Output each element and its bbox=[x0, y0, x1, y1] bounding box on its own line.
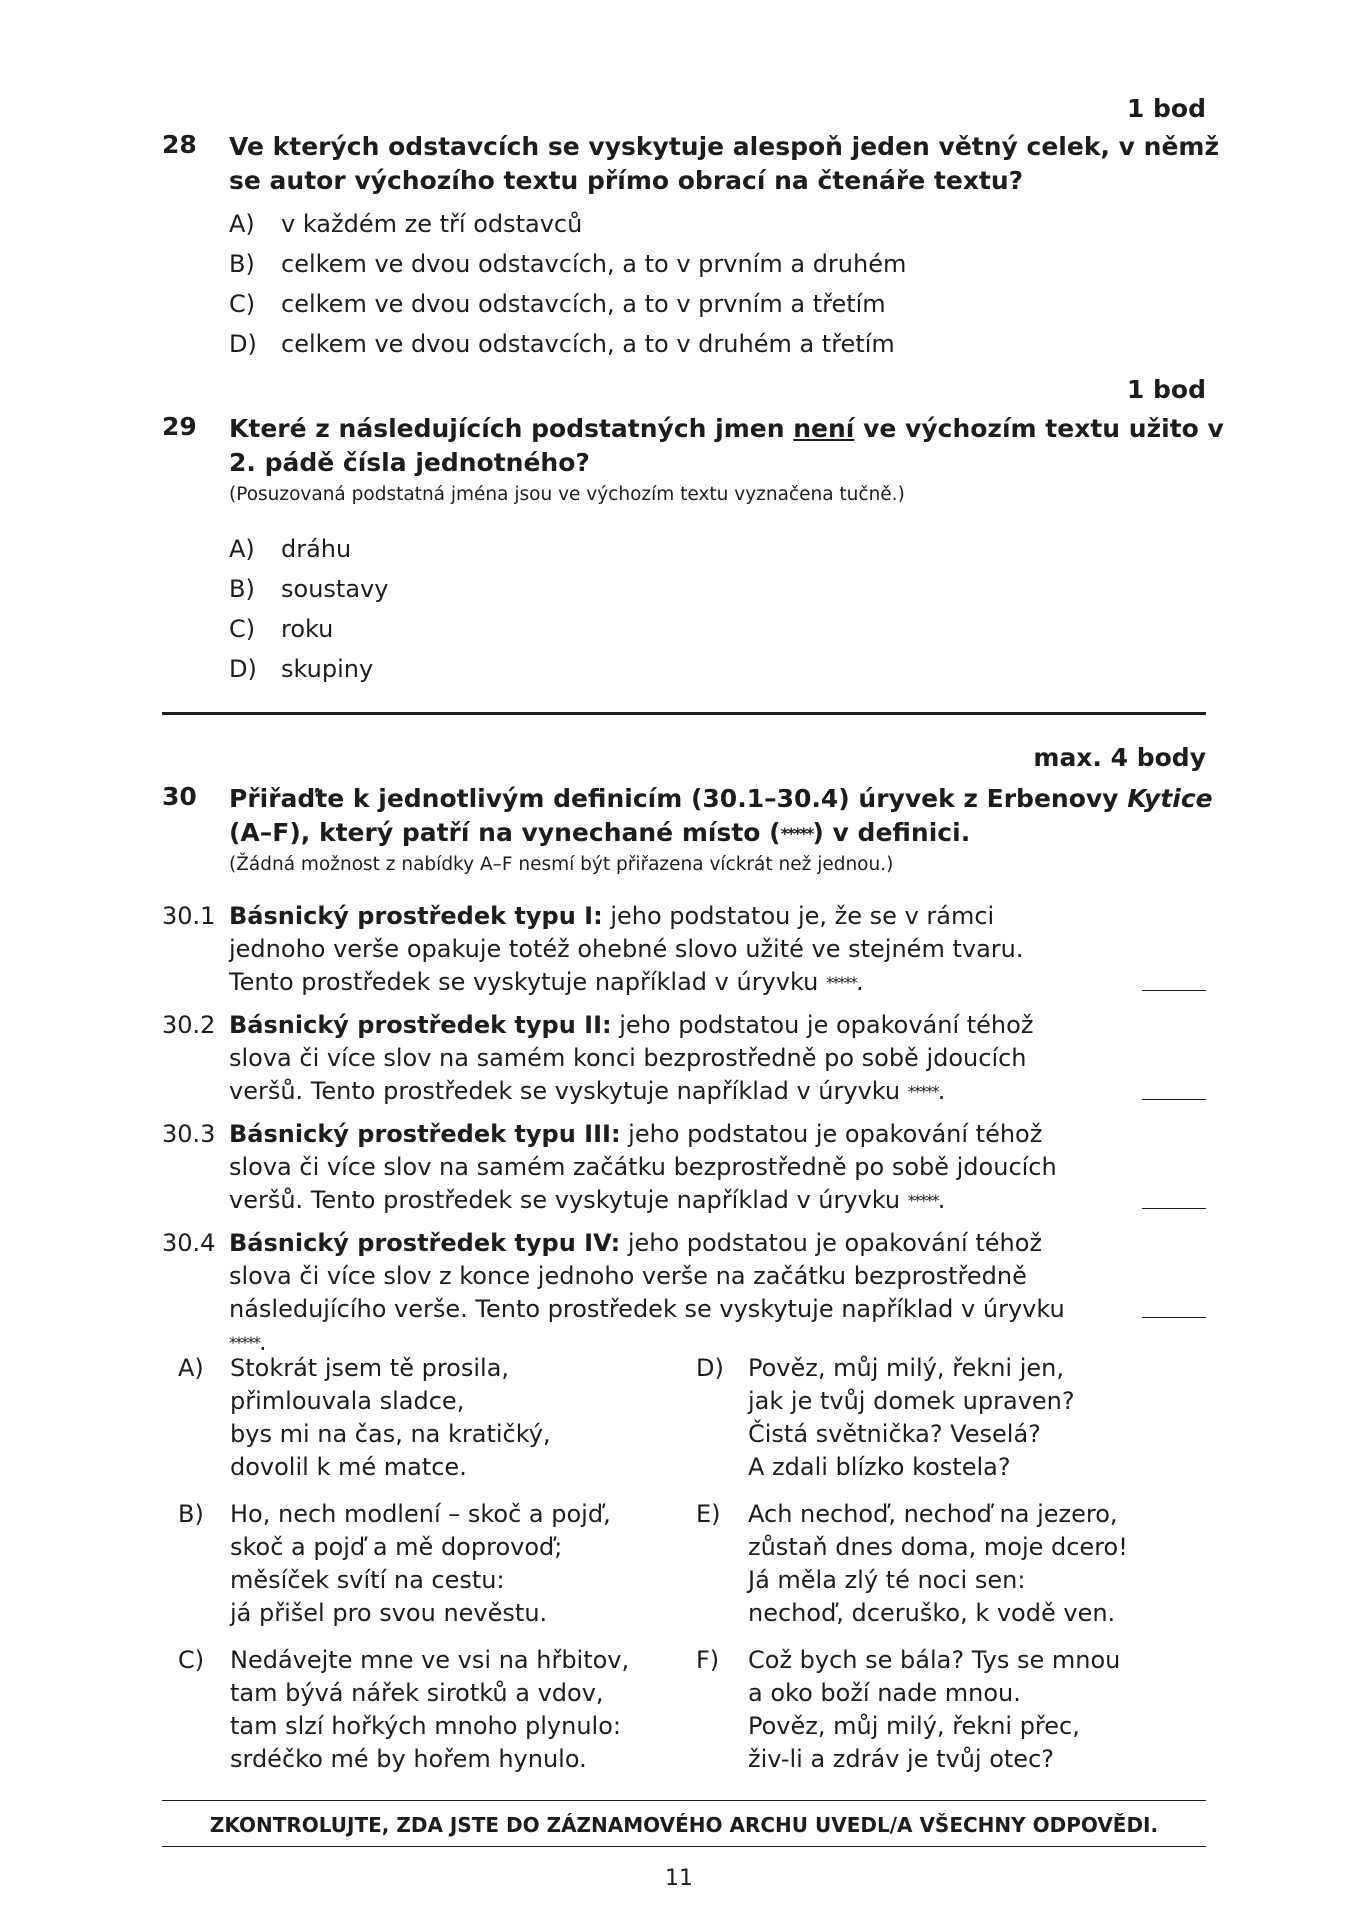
excerpt-letter: F) bbox=[696, 1646, 720, 1674]
option-text: celkem ve dvou odstavcích, a to v prvním a druhém bbox=[281, 250, 907, 278]
verse-line: skoč a pojď a mě doprovoď; bbox=[230, 1533, 563, 1561]
verse-line: Ach nechoď, nechoď na jezero, bbox=[748, 1500, 1118, 1528]
verse-line: jak je tvůj domek upraven? bbox=[748, 1387, 1075, 1415]
excerpt-letter: B) bbox=[178, 1500, 204, 1528]
option-letter: C) bbox=[229, 290, 256, 318]
sub-bold: Básnický prostředek typu IV: bbox=[229, 1229, 621, 1257]
verse-line: živ-li a zdráv je tvůj otec? bbox=[748, 1745, 1054, 1773]
q29-points: 1 bod bbox=[1126, 375, 1206, 404]
sub-text bbox=[229, 1227, 1089, 1359]
answer-blank-30-3[interactable] bbox=[1142, 1208, 1206, 1209]
sub-end: . bbox=[259, 1328, 267, 1356]
q30-number: 30 bbox=[162, 782, 197, 811]
q28-points: 1 bod bbox=[1126, 94, 1206, 123]
option-text: soustavy bbox=[281, 575, 389, 603]
sub-end: . bbox=[855, 968, 864, 996]
q28-option-c[interactable] bbox=[229, 287, 886, 321]
q29-question-part: Které z následujících podstatných jmen bbox=[229, 414, 794, 443]
verse-line: tam slzí hořkých mnoho plynulo: bbox=[230, 1712, 621, 1740]
q29-note: (Posuzovaná podstatná jména jsou ve výchozím textu vyznačena tučně.) bbox=[229, 484, 905, 505]
option-text: roku bbox=[281, 615, 334, 643]
sub-stars: ***** bbox=[907, 1082, 938, 1101]
q30-question-italic: Kytice bbox=[1127, 784, 1213, 813]
option-text: dráhu bbox=[281, 535, 352, 563]
q30-question-part: ) v definici. bbox=[812, 818, 971, 847]
verse-line: nechoď, dceruško, k vodě ven. bbox=[748, 1599, 1116, 1627]
verse-line: Čistá světnička? Veselá? bbox=[748, 1420, 1041, 1448]
section-divider bbox=[162, 712, 1206, 715]
verse-line: a oko boží nade mnou. bbox=[748, 1679, 1021, 1707]
excerpt-letter: E) bbox=[696, 1500, 721, 1528]
footer-rule-bottom bbox=[162, 1846, 1206, 1847]
option-letter: B) bbox=[229, 250, 255, 278]
verse-line: zůstaň dnes doma, moje dcero! bbox=[748, 1533, 1128, 1561]
verse-line: Což bych se bála? Tys se mnou bbox=[748, 1646, 1121, 1674]
verse-line: Já měla zlý té noci sen: bbox=[748, 1566, 1026, 1594]
sub-number: 30.1 bbox=[162, 902, 216, 930]
q30-question-part: (A–F), který patří na vynechané místo ( bbox=[229, 818, 781, 847]
option-letter: D) bbox=[229, 655, 257, 683]
q28-option-d[interactable] bbox=[229, 327, 895, 361]
sub-text bbox=[229, 900, 1089, 999]
sub-stars: ***** bbox=[229, 1333, 259, 1352]
excerpt-letter: D) bbox=[696, 1354, 724, 1382]
option-letter: C) bbox=[229, 615, 256, 643]
sub-body: jeho podstatou je, že se v rámci jednoho verše opakuje totéž ohebné slovo užité ve stejném tvaru. Tento prostředek se vyskytuje například v úryvku bbox=[229, 902, 1024, 996]
q30-question bbox=[229, 782, 1229, 851]
verse-line: Pověz, můj milý, řekni přec, bbox=[748, 1712, 1080, 1740]
q29-question bbox=[229, 412, 1229, 480]
q28-option-b[interactable] bbox=[229, 247, 906, 281]
option-text: v každém ze tří odstavců bbox=[281, 210, 583, 238]
q29-option-a[interactable] bbox=[229, 532, 351, 566]
verse-line: Pověz, můj milý, řekni jen, bbox=[748, 1354, 1064, 1382]
q29-question-part: ve výchozím textu užito v 2. pádě čísla jednotného? bbox=[229, 414, 1224, 477]
option-letter: D) bbox=[229, 330, 257, 358]
sub-end: . bbox=[937, 1186, 946, 1214]
q28-question: Ve kterých odstavcích se vyskytuje alespoň jeden větný celek, v němž se autor výchozího textu přímo obrací na čtenáře textu? bbox=[229, 132, 1220, 195]
answer-blank-30-2[interactable] bbox=[1142, 1099, 1206, 1100]
answer-blank-30-1[interactable] bbox=[1142, 990, 1206, 991]
verse-line: dovolil k mé matce. bbox=[230, 1453, 467, 1481]
answer-blank-30-4[interactable] bbox=[1142, 1317, 1206, 1318]
verse-line: já přišel pro svou nevěstu. bbox=[230, 1599, 548, 1627]
verse-line: Stokrát jsem tě prosila, bbox=[230, 1354, 510, 1382]
option-letter: A) bbox=[229, 535, 255, 563]
excerpt-letter: A) bbox=[178, 1354, 204, 1382]
q30-points: max. 4 body bbox=[1033, 743, 1206, 772]
option-text: celkem ve dvou odstavcích, a to v druhém a třetím bbox=[281, 330, 895, 358]
verse-line: Ho, nech modlení – skoč a pojď, bbox=[230, 1500, 611, 1528]
sub-bold: Básnický prostředek typu II: bbox=[229, 1011, 612, 1039]
sub-bold: Básnický prostředek typu III: bbox=[229, 1120, 621, 1148]
sub-stars: ***** bbox=[825, 973, 856, 992]
sub-number: 30.3 bbox=[162, 1120, 216, 1148]
option-letter: A) bbox=[229, 210, 255, 238]
sub-stars: ***** bbox=[907, 1191, 938, 1210]
sub-end: . bbox=[937, 1077, 946, 1105]
footer-rule-top bbox=[162, 1800, 1206, 1801]
verse-line: bys mi na čas, na kratičký, bbox=[230, 1420, 551, 1448]
q30-question-part: Přiřaďte k jednotlivým definicím (30.1–30.4) úryvek z Erbenovy bbox=[229, 784, 1128, 813]
page-number: 11 bbox=[665, 1866, 693, 1891]
verse-line: srdéčko mé by hořem hynulo. bbox=[230, 1745, 587, 1773]
verse-line: Nedávejte mne ve vsi na hřbitov, bbox=[230, 1646, 630, 1674]
q29-option-b[interactable] bbox=[229, 572, 388, 606]
q29-option-d[interactable] bbox=[229, 652, 373, 686]
verse-line: tam bývá nářek sirotků a vdov, bbox=[230, 1679, 604, 1707]
q28-number: 28 bbox=[162, 130, 197, 159]
sub-body: jeho podstatou je opakování téhož slova či více slov na samém začátku bezprostředně po sobě jdoucích veršů. Tento prostředek se vyskytuje například v úryvku bbox=[229, 1120, 1057, 1214]
verse-line: měsíček svítí na cestu: bbox=[230, 1566, 505, 1594]
q30-note: (Žádná možnost z nabídky A–F nesmí být přiřazena víckrát než jednou.) bbox=[229, 854, 894, 875]
verse-line: A zdali blízko kostela? bbox=[748, 1453, 1011, 1481]
footer-notice: ZKONTROLUJTE, ZDA JSTE DO ZÁZNAMOVÉHO ARCHU UVEDL/A VŠECHNY ODPOVĚDI. bbox=[209, 1813, 1159, 1837]
q30-question-stars: ***** bbox=[780, 824, 813, 843]
sub-text bbox=[229, 1009, 1089, 1108]
q28-option-a[interactable] bbox=[229, 207, 582, 241]
q29-number: 29 bbox=[162, 412, 197, 441]
sub-text bbox=[229, 1118, 1089, 1217]
q29-option-c[interactable] bbox=[229, 612, 333, 646]
q29-question-underlined: není bbox=[793, 414, 855, 443]
sub-bold: Básnický prostředek typu I: bbox=[229, 902, 603, 930]
verse-line: přimlouvala sladce, bbox=[230, 1387, 465, 1415]
sub-number: 30.4 bbox=[162, 1229, 216, 1257]
excerpt-letter: C) bbox=[178, 1646, 205, 1674]
option-text: skupiny bbox=[281, 655, 374, 683]
sub-number: 30.2 bbox=[162, 1011, 216, 1039]
option-letter: B) bbox=[229, 575, 255, 603]
sub-body: jeho podstatou je opakování téhož slova či více slov na samém konci bezprostředně po sobě jdoucích veršů. Tento prostředek se vyskytuje například v úryvku bbox=[229, 1011, 1034, 1105]
sub-body: jeho podstatou je opakování téhož slova či více slov z konce jednoho verše na začátku bezprostředně následujícího verše. Tento prostředek se vyskytuje například v úryvku bbox=[229, 1229, 1065, 1323]
option-text: celkem ve dvou odstavcích, a to v prvním a třetím bbox=[281, 290, 886, 318]
